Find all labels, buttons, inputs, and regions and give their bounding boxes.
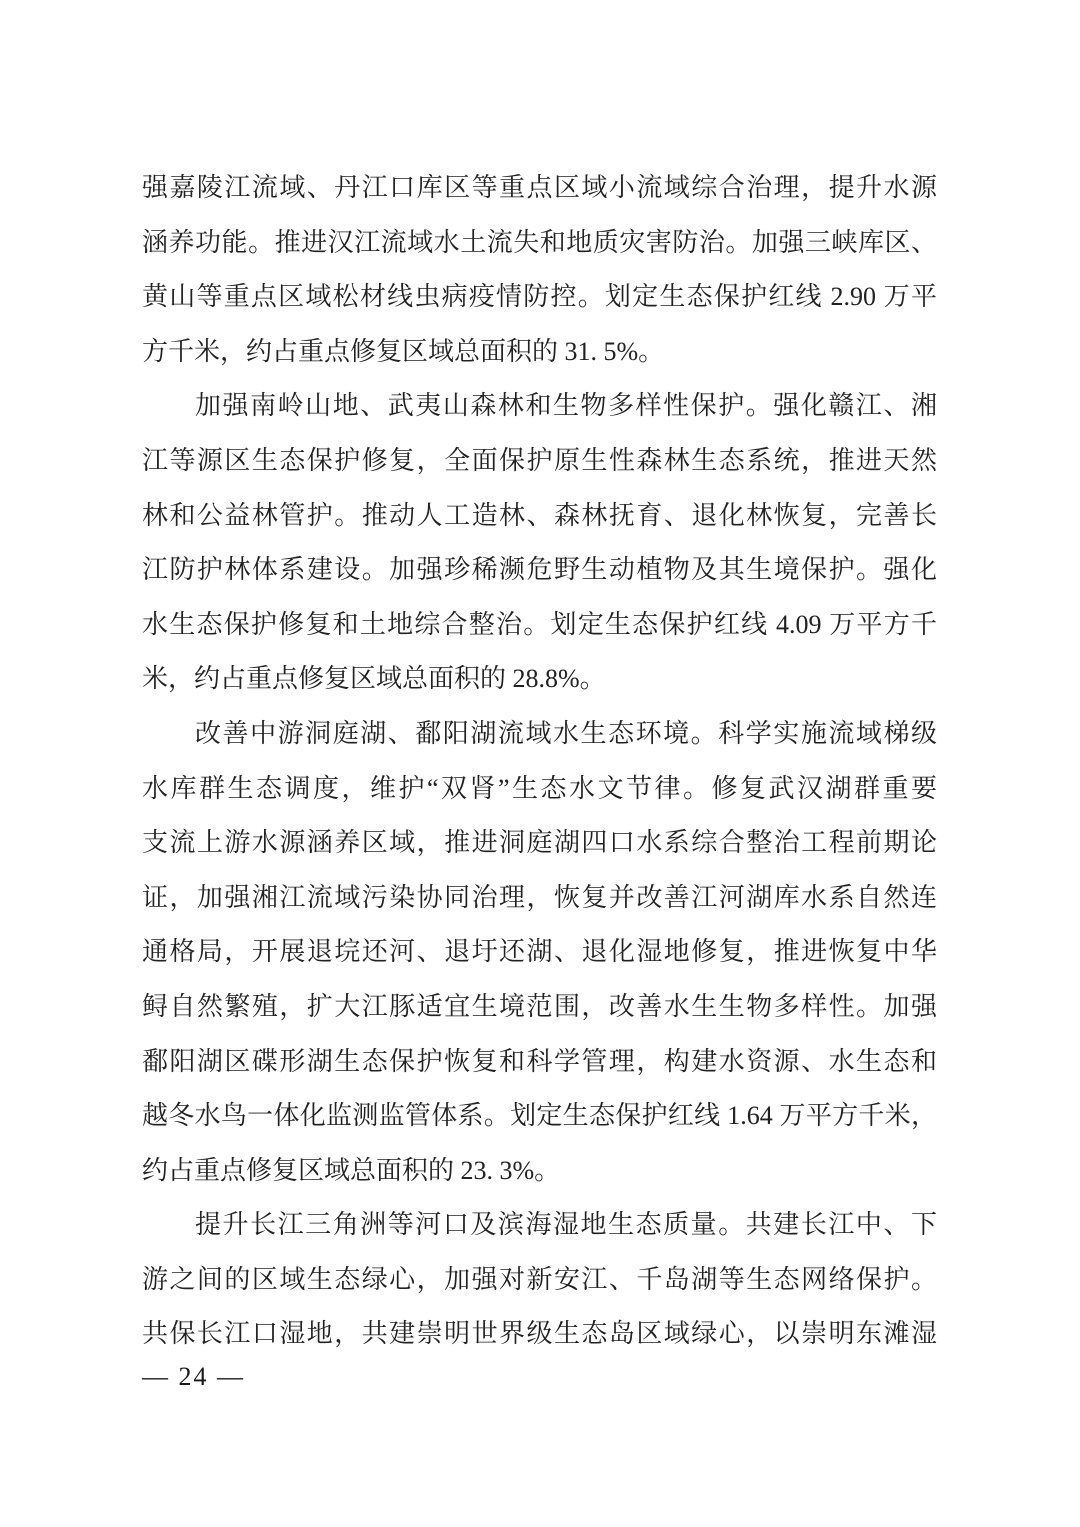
text-line: 支流上游水源涵养区域，推进洞庭湖四口水系综合整治工程前期论 bbox=[142, 828, 937, 858]
text-line: 越冬水鸟一体化监测监管体系。划定生态保护红线 1.64 万平方千米， bbox=[142, 1101, 937, 1131]
text-line: 强嘉陵江流域、丹江口库区等重点区域小流域综合治理，提升水源 bbox=[142, 173, 937, 202]
page-number: — 24 — bbox=[142, 1362, 245, 1391]
text-line: 证，加强湘江流域污染协同治理，恢复并改善江河湖库水系自然连 bbox=[142, 882, 937, 912]
text-line: 约占重点修复区域总面积的 23. 3%。 bbox=[142, 1155, 561, 1185]
text-line: 加强南岭山地、武夷山森林和生物多样性保护。强化赣江、湘 bbox=[195, 391, 937, 421]
paragraph bbox=[142, 1198, 937, 1362]
document-body bbox=[142, 161, 937, 1362]
paragraph bbox=[142, 161, 937, 379]
text-line: 共保长江口湿地，共建崇明世界级生态岛区域绿心，以崇明东滩湿 bbox=[142, 1319, 937, 1349]
text-line: 米，约占重点修复区域总面积的 28.8%。 bbox=[142, 664, 606, 694]
text-line: 提升长江三角洲等河口及滨海湿地生态质量。共建长江中、下 bbox=[195, 1210, 937, 1240]
paragraph bbox=[142, 379, 937, 707]
text-line: 林和公益林管护。推动人工造林、森林抚育、退化林恢复，完善长 bbox=[142, 500, 937, 530]
text-line: 鄱阳湖区碟形湖生态保护恢复和科学管理，构建水资源、水生态和 bbox=[142, 1046, 937, 1076]
text-line: 方千米，约占重点修复区域总面积的 31. 5%。 bbox=[142, 336, 665, 366]
text-line: 游之间的区域生态绿心，加强对新安江、千岛湖等生态网络保护。 bbox=[142, 1264, 937, 1294]
text-line: 鲟自然繁殖，扩大江豚适宜生境范围，改善水生生物多样性。加强 bbox=[142, 991, 937, 1021]
text-line: 江防护林体系建设。加强珍稀濒危野生动植物及其生境保护。强化 bbox=[142, 555, 937, 585]
text-line: 涵养功能。推进汉江流域水土流失和地质灾害防治。加强三峡库区、 bbox=[142, 227, 937, 257]
text-line: 改善中游洞庭湖、鄱阳湖流域水生态环境。科学实施流域梯级 bbox=[195, 718, 937, 748]
text-line: 江等源区生态保护修复，全面保护原生性森林生态系统，推进天然 bbox=[142, 445, 937, 475]
paragraph bbox=[142, 707, 937, 1198]
text-line: 通格局，开展退垸还河、退圩还湖、退化湿地修复，推进恢复中华 bbox=[142, 937, 937, 967]
text-line: 黄山等重点区域松材线虫病疫情防控。划定生态保护红线 2.90 万平 bbox=[142, 282, 937, 312]
text-line: 水库群生态调度，维护“双肾”生态水文节律。修复武汉湖群重要 bbox=[142, 773, 937, 803]
text-line: 水生态保护修复和土地综合整治。划定生态保护红线 4.09 万平方千 bbox=[142, 609, 937, 639]
